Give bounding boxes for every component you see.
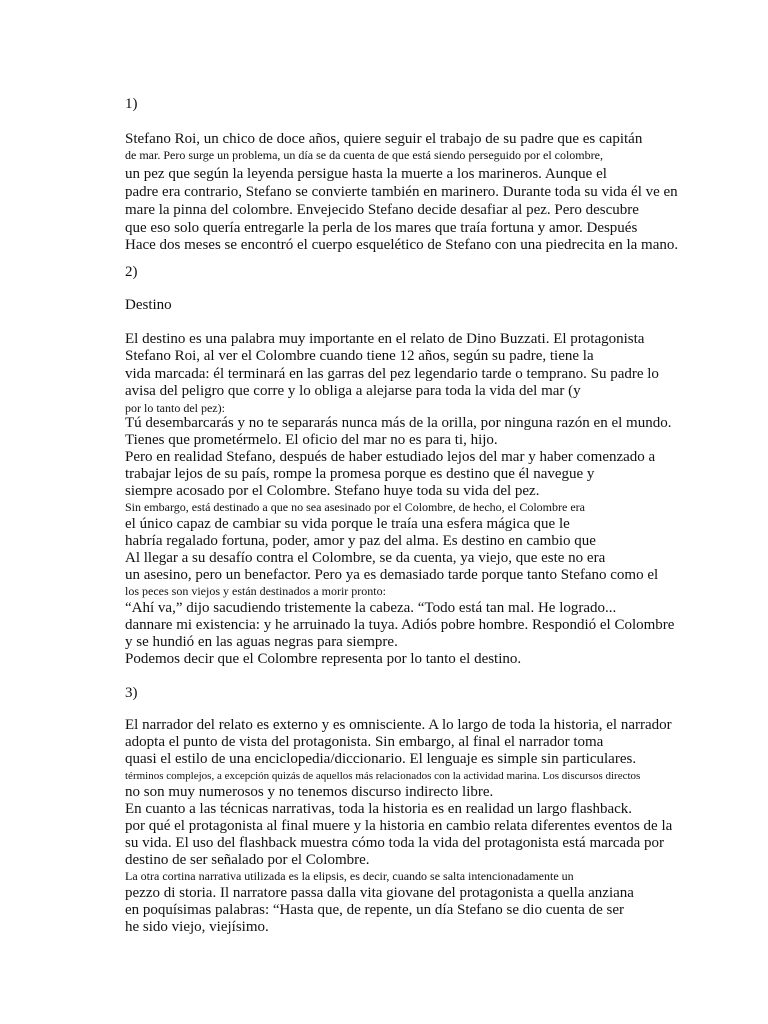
section-2-line: siempre acosado por el Colombre. Stefano huye toda su vida del pez. — [125, 483, 540, 499]
section-1-heading: 1) — [125, 96, 138, 112]
section-2-line: y se hundió en las aguas negras para siempre. — [125, 634, 398, 650]
section-2-line: Stefano Roi, al ver el Colombre cuando tiene 12 años, según su padre, tiene la — [125, 348, 594, 364]
section-3-line: quasi el estilo de una enciclopedia/diccionario. El lenguaje es simple sin particulares. — [125, 751, 637, 767]
section-3-line: adopta el punto de vista del protagonista. Sin embargo, al final el narrador toma — [125, 734, 604, 750]
section-1-line: mare la pinna del colombre. Envejecido Stefano decide desafiar al pez. Pero descubre — [125, 202, 639, 218]
section-2-line: el único capaz de cambiar su vida porque le traía una esfera mágica que le — [125, 516, 570, 532]
section-2-line: Al llegar a su desafío contra el Colombre, se da cuenta, ya viejo, que este no era — [125, 550, 606, 566]
section-2-line: Podemos decir que el Colombre representa por lo tanto el destino. — [125, 651, 522, 667]
section-2-line: por lo tanto del pez): — [125, 401, 225, 415]
section-2-line: los peces son viejos y están destinados a morir pronto: — [125, 584, 386, 598]
section-2-line: habría regalado fortuna, poder, amor y paz del alma. Es destino en cambio que — [125, 533, 596, 549]
section-3-line: términos complejos, a excepción quizás de aquellos más relacionados con la actividad marina. Los discursos directos — [125, 770, 641, 782]
section-3-line: El narrador del relato es externo y es omnisciente. A lo largo de toda la historia, el narrador — [125, 717, 672, 733]
section-3-line: no son muy numerosos y no tenemos discurso indirecto libre. — [125, 784, 494, 800]
section-2-line: “Ahí va,” dijo sacudiendo tristemente la cabeza. “Todo está tan mal. He logrado... — [125, 600, 617, 616]
section-3-line: en poquísimas palabras: “Hasta que, de repente, un día Stefano se dio cuenta de ser — [125, 902, 624, 918]
section-2-line: Sin embargo, está destinado a que no sea asesinado por el Colombre, de hecho, el Colombre era — [125, 500, 585, 514]
section-1-line: que eso solo quería entregarle la perla de los mares que traía fortuna y amor. Después — [125, 220, 638, 236]
section-2-line: vida marcada: él terminará en las garras del pez legendario tarde o temprano. Su padre lo — [125, 366, 659, 382]
section-2-line: avisa del peligro que corre y lo obliga a alejarse para toda la vida del mar (y — [125, 383, 581, 399]
section-2-line: Pero en realidad Stefano, después de haber estudiado lejos del mar y haber comenzado a — [125, 449, 656, 465]
section-2-line: Tienes que prometérmelo. El oficio del mar no es para ti, hijo. — [125, 432, 498, 448]
section-1-line: padre era contrario, Stefano se convierte también en marinero. Durante toda su vida él ve en — [125, 184, 678, 200]
section-1-line: de mar. Pero surge un problema, un día se da cuenta de que está siendo perseguido por el colombre, — [125, 148, 603, 162]
section-3-line: En cuanto a las técnicas narrativas, toda la historia es en realidad un largo flashback. — [125, 801, 633, 817]
section-1-line: Stefano Roi, un chico de doce años, quiere seguir el trabajo de su padre que es capitán — [125, 131, 643, 147]
section-3-line: La otra cortina narrativa utilizada es la elipsis, es decir, cuando se salta intencionadamente un — [125, 869, 574, 883]
section-2-line: dannare mi existencia: y he arruinado la tuya. Adiós pobre hombre. Respondió el Colombre — [125, 617, 675, 633]
section-2-heading: 2) — [125, 264, 138, 280]
section-3-heading: 3) — [125, 685, 138, 701]
section-2-line: El destino es una palabra muy importante en el relato de Dino Buzzati. El protagonista — [125, 331, 645, 347]
section-2-line: un asesino, pero un benefactor. Pero ya es demasiado tarde porque tanto Stefano como el — [125, 567, 659, 583]
section-1-line: Hace dos meses se encontró el cuerpo esquelético de Stefano con una piedrecita en la mano. — [125, 237, 679, 253]
section-2-title: Destino — [125, 297, 172, 313]
section-3-line: he sido viejo, viejísimo. — [125, 919, 269, 935]
section-2-line: Tú desembarcarás y no te separarás nunca más de la orilla, por ninguna razón en el mundo. — [125, 415, 672, 431]
section-3-line: su vida. El uso del flashback muestra cómo toda la vida del protagonista está marcada por — [125, 835, 664, 851]
section-1-line: un pez que según la leyenda persigue hasta la muerte a los marineros. Aunque el — [125, 166, 607, 182]
section-3-line: pezzo di storia. Il narratore passa dalla vita giovane del protagonista a quella anziana — [125, 885, 634, 901]
section-3-line: por qué el protagonista al final muere y la historia en cambio relata diferentes eventos de la — [125, 818, 673, 834]
section-3-line: destino de ser señalado por el Colombre. — [125, 852, 370, 868]
section-2-line: trabajar lejos de su país, rompe la promesa porque es destino que él navegue y — [125, 466, 595, 482]
